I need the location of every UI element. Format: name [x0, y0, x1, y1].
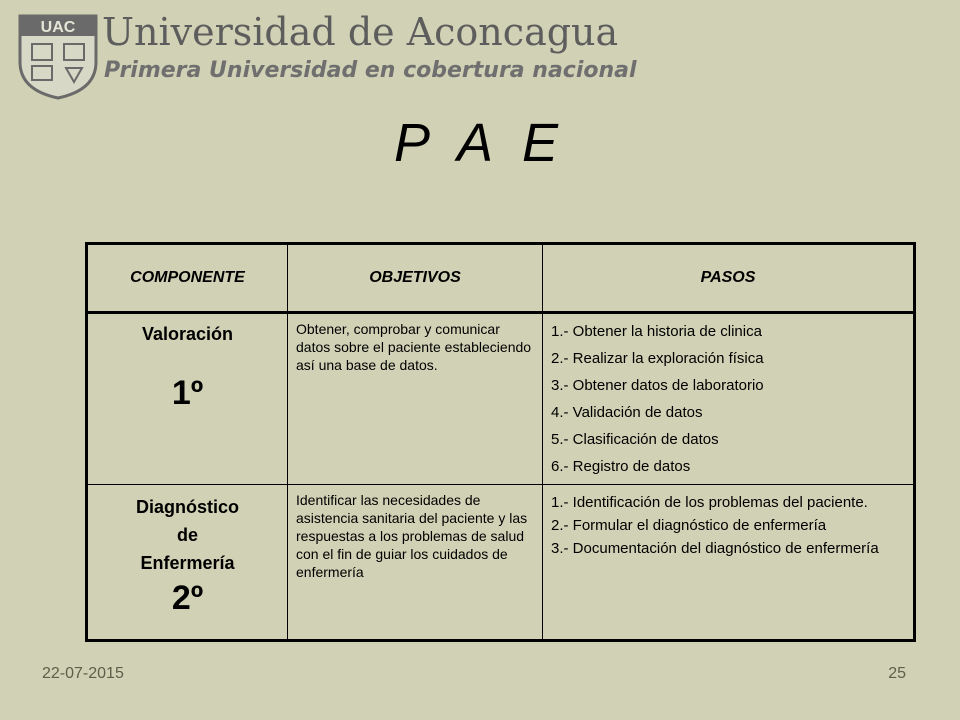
component-cell	[87, 313, 288, 485]
step-item: 1.- Obtener la historia de clinica	[551, 323, 762, 340]
pae-table	[85, 242, 916, 642]
step-item: 3.- Documentación del diagnóstico de enfermería	[551, 540, 879, 557]
component-name	[89, 493, 286, 577]
component-name-line: Enfermería	[140, 553, 235, 573]
table-header-row	[87, 244, 915, 313]
university-name: Universidad de Aconcagua	[102, 10, 619, 54]
page-number: 25	[888, 665, 906, 682]
component-order: 2º	[171, 579, 204, 617]
header-objetivos: OBJETIVOS	[288, 244, 543, 313]
component-name: Valoración	[141, 324, 234, 344]
step-item: 2.- Realizar la exploración física	[551, 350, 764, 367]
university-tagline: Primera Universidad en cobertura nacional	[104, 58, 637, 83]
header-componente: COMPONENTE	[87, 244, 288, 313]
objective-cell: Identificar las necesidades de asistencia sanitaria del paciente y las respuestas a los problemas de salud con el fin de guiar los cuidados de enfermería	[288, 485, 543, 641]
objective-cell: Obtener, comprobar y comunicar datos sobre el paciente estableciendo así una base de datos.	[288, 313, 543, 485]
footer-date: 22-07-2015	[42, 665, 124, 682]
step-item: 2.- Formular el diagnóstico de enfermería	[551, 517, 827, 534]
step-item: 3.- Obtener datos de laboratorio	[551, 377, 764, 394]
table-row-diagnostico	[87, 485, 915, 641]
step-item: 1.- Identificación de los problemas del paciente.	[551, 494, 868, 511]
university-header	[10, 6, 637, 102]
logo-text: UAC	[40, 19, 76, 36]
steps-cell	[543, 485, 915, 641]
component-name-line: Diagnóstico	[135, 497, 239, 517]
component-order: 1º	[171, 374, 204, 412]
step-item: 5.- Clasificación de datos	[551, 431, 719, 448]
step-item: 4.- Validación de datos	[551, 404, 703, 421]
university-logo	[16, 12, 100, 100]
steps-cell	[543, 313, 915, 485]
component-cell	[87, 485, 288, 641]
slide-title: P A E	[393, 113, 567, 173]
table-row-valoracion	[87, 313, 915, 485]
step-item: 6.- Registro de datos	[551, 458, 691, 475]
header-pasos: PASOS	[543, 244, 915, 313]
component-name-line: de	[176, 525, 198, 545]
